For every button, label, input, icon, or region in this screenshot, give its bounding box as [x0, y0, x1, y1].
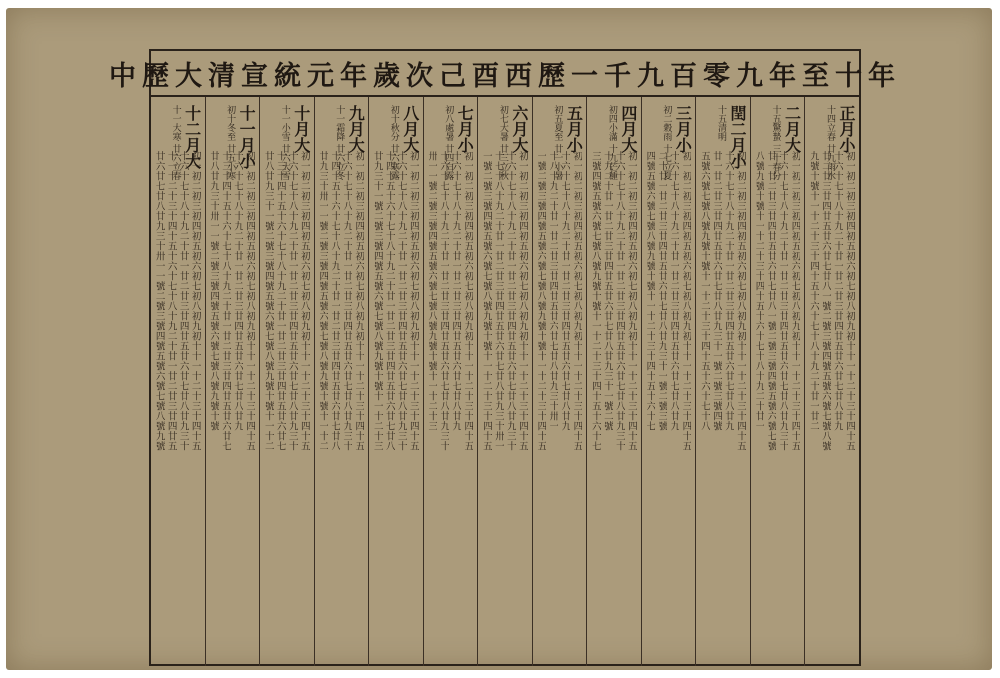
day-list: 十六十七十八十九二十廿一廿二廿三廿四廿五廿六廿七廿八廿九三十	[341, 151, 353, 451]
month-column	[477, 97, 532, 666]
month-column	[314, 97, 369, 666]
solar-terms: 初二穀雨 十七立夏	[661, 105, 672, 180]
month-column	[423, 97, 478, 666]
month-name: 四月大	[618, 105, 638, 153]
day-list: 初一初二初三初四初五初六初七初八初九初十十一十二十三十四十五	[680, 151, 692, 451]
month-column	[151, 97, 205, 666]
month-column	[368, 97, 423, 666]
day-list: 廿八廿九三十卅一一號二號三號四號五號六號七號八號九號十號	[208, 151, 220, 431]
solar-terms: 十四立春 廿九雨水	[825, 105, 835, 180]
day-list: 九號十號十一十二十三十四十五十六十七十八十九二十廿一廿二	[808, 151, 819, 431]
month-name: 十二月大	[182, 105, 202, 169]
solar-terms: 初四小滿 十九芒種	[606, 105, 617, 180]
day-list: 五號六號七號八號九號十號十一十二十三十四十五十六十七十八	[698, 151, 710, 431]
day-list: 廿一廿二廿三廿四廿五廿六廿七廿八廿九三十一號二號三號四號	[710, 151, 722, 431]
month-column	[804, 97, 859, 666]
day-list: 十六十七十八十九二十廿一廿二廿三廿四廿五廿六廿七廿八廿九三十	[504, 151, 516, 451]
title-bar	[109, 51, 901, 97]
calendar-card	[6, 8, 992, 670]
day-list: 十八十九二十廿一廿二廿三廿四廿五廿六廿七廿八廿九三十卅一	[547, 151, 559, 431]
day-list: 卅一一號二號三號四號五號六號七號八號九號十號十一十二十三	[426, 151, 438, 431]
day-list: 初一初二初三初四初五初六初七初八初九初十十一十二十三十四十五	[462, 151, 474, 451]
month-column	[205, 97, 260, 666]
month-name: 閏二月小	[727, 105, 747, 169]
day-list: 初一初二初三初四初五初六初七初八初九初十十一十二十三十四十五	[844, 151, 855, 451]
day-list: 十三十四十五十六十七十八十九二十廿一廿二廿三廿四廿五廿六廿七	[274, 151, 286, 451]
day-list: 初一初二初三初四初五初六初七初八初九初十十一十二十三十四十五	[789, 151, 801, 451]
month-column	[532, 97, 587, 666]
month-grid	[151, 97, 859, 666]
solar-terms: 十五清明	[715, 105, 726, 141]
day-list: 十六十七十八十九二十廿一廿二廿三廿四廿五廿六廿七廿八廿九	[450, 151, 462, 431]
solar-terms: 初五夏至 廿一小暑	[552, 105, 563, 180]
day-list: 初一初二初三初四初五初六初七初八初九初十十一十二十三十四十五	[298, 151, 310, 451]
day-list: 十六十七十八十九二十廿一廿二廿三廿四廿五廿六廿七廿八廿九三十	[777, 151, 789, 451]
day-list: 一號二號三號四號五號六號七號八號九號十號十一十二十三十四十五	[535, 151, 547, 451]
day-list: 一號二號三號四號五號六號七號八號九號十號十一十二十三十四十五	[480, 151, 492, 451]
day-list: 初一初二初三初四初五初六初七初八初九初十十一十二十三十四十五	[516, 151, 528, 451]
month-name: 七月小	[455, 105, 475, 153]
solar-terms: 十五驚蟄 三十春分	[770, 105, 781, 180]
day-list: 十七十八十九二十廿一廿二廿三廿四廿五廿六廿七廿八廿九三十卅一	[492, 151, 504, 451]
day-list: 十一十二十三十四十五十六十七十八十九二十廿一廿二廿三廿四廿五	[165, 151, 177, 451]
day-list: 十九二十廿一廿二廿三廿四廿五廿六廿七廿八廿九三十一號二號	[601, 151, 613, 431]
day-list: 十六十七十八十九二十廿一廿二廿三廿四廿五廿六廿七廿八廿九	[832, 151, 843, 431]
day-list: 十六十七十八十九二十廿一廿二廿三廿四廿五廿六廿七廿八廿九三十	[395, 151, 407, 451]
day-list: 十三十四十五十六十七十八十九二十廿一廿二廿三廿四廿五廿六廿七	[220, 151, 232, 451]
day-list: 十六十七十八十九二十廿一廿二廿三廿四廿五廿六廿七廿八廿九三十	[438, 151, 450, 451]
month-name: 正月小	[837, 105, 856, 153]
day-list: 廿九三十一號二號三號四號五號六號七號八號九號十號十一十二十三	[371, 151, 383, 451]
solar-terms: 十一小雪 廿六大雪	[279, 105, 290, 180]
day-list: 初一初二初三初四初五初六初七初八初九初十十一十二十三十四十五	[407, 151, 419, 451]
day-list: 十六十七十八十九二十廿一廿二廿三廿四廿五廿六廿七廿八廿九	[232, 151, 244, 431]
day-list: 十四十五十六十七十八十九二十廿一廿二廿三廿四廿五廿六廿七廿八	[329, 151, 341, 451]
day-list: 廿九三十卅一一號二號三號四號五號六號七號八號九號十號十一十二	[317, 151, 329, 451]
day-list: 初一初二初三初四初五初六初七初八初九初十十一十二十三十四十五	[189, 151, 201, 451]
day-list: 十六十七十八十九二十廿一廿二廿三廿四廿五廿六廿七廿八廿九三十	[286, 151, 298, 451]
day-list: 十四十五十六十七十八十九二十廿一廿二廿三廿四廿五廿六廿七廿八	[383, 151, 395, 451]
solar-terms: 初十冬至 廿五小寒	[225, 105, 236, 180]
day-list: 廿六廿七廿八廿九三十卅一一號二號三號四號五號六號七號八號九號	[153, 151, 165, 451]
day-list: 二十廿一廿二廿三廿四廿五廿六廿七廿八廿九三十一號二號三號	[656, 151, 668, 431]
month-column	[695, 97, 750, 666]
calendar-title: 中歷大清宣統元年歲次己酉西歷一千九百零九年至十年	[109, 60, 901, 92]
month-column	[259, 97, 314, 666]
day-list: 十六十七十八十九二十廿一廿二廿三廿四廿五廿六廿七廿八廿九	[559, 151, 571, 431]
day-list: 初一初二初三初四初五初六初七初八初九初十十一十二十三十四十五	[571, 151, 583, 451]
solar-terms: 初七大暑 廿三立秋	[497, 105, 508, 180]
day-list: 三號四號五號六號七號八號九號十號十一十二十三十四十五十六十七	[589, 151, 601, 451]
solar-terms: 十一霜降 廿六立冬	[334, 105, 345, 180]
day-list: 初一初二初三初四初五初六初七初八初九初十十一十二十三十四十五	[734, 151, 746, 451]
month-name: 五月小	[564, 105, 584, 153]
month-name: 十一月小	[237, 105, 257, 169]
day-list: 十六十七十八十九二十廿一廿二廿三廿四廿五廿六廿七廿八廿九三十	[613, 151, 625, 451]
day-list: 廿二廿三廿四廿五廿六廿七廿八一號二號三號四號五號六號七號八號	[820, 151, 831, 451]
day-list: 初一初二初三初四初五初六初七初八初九初十十一十二十三十四十五	[244, 151, 256, 451]
day-list: 初一初二初三初四初五初六初七初八初九初十十一十二十三十四十五	[353, 151, 365, 451]
day-list: 十六十七十八十九二十廿一廿二廿三廿四廿五廿六廿七廿八廿九三十	[177, 151, 189, 451]
day-list: 十六十七十八十九二十廿一廿二廿三廿四廿五廿六廿七廿八廿九	[722, 151, 734, 431]
day-list: 初一初二初三初四初五初六初七初八初九初十十一十二十三十四十五	[625, 151, 637, 451]
month-name: 九月大	[346, 105, 366, 153]
month-name: 三月小	[673, 105, 693, 153]
month-name: 六月大	[509, 105, 529, 153]
month-name: 八月大	[400, 105, 420, 153]
solar-terms: 初八處暑 廿四白露	[443, 105, 454, 180]
calendar-frame	[109, 49, 901, 666]
month-column	[750, 97, 805, 666]
day-list: 廿八廿九三十一號二號三號四號五號六號七號八號九號十號十一十二	[262, 151, 274, 451]
solar-terms: 十一大寒 廿六立春	[170, 105, 181, 180]
day-list: 四號五號六號七號八號九號十號十一十二十三十四十五十六十七	[644, 151, 656, 431]
day-list: 八號九號十號十一十二十三十四十五十六十七十八十九二十廿一	[753, 151, 765, 431]
solar-terms: 初十秋分 廿六寒露	[388, 105, 399, 180]
day-list: 廿一廿二廿三廿四廿五廿六廿七廿八一號二號三號四號五號六號七號	[765, 151, 777, 451]
month-name: 十月大	[291, 105, 311, 153]
month-column	[586, 97, 641, 666]
day-list: 十六十七十八十九二十廿一廿二廿三廿四廿五廿六廿七廿八廿九	[668, 151, 680, 431]
month-column	[641, 97, 696, 666]
month-name: 二月大	[782, 105, 802, 153]
